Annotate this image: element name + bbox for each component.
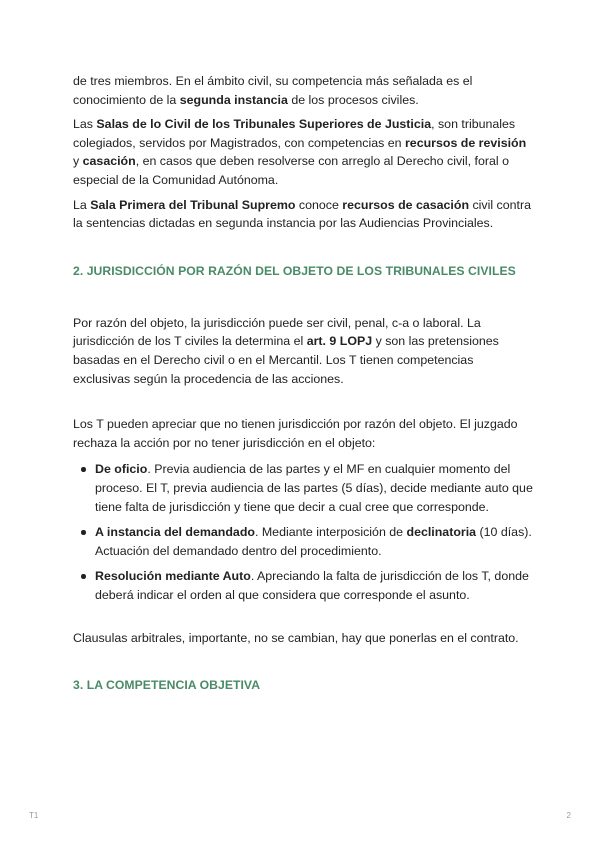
- paragraph-clausulas: Clausulas arbitrales, importante, no se cambian, hay que ponerlas en el contrato.: [73, 631, 519, 646]
- text-span: La: [73, 197, 91, 212]
- paragraph-audiencias: [73, 72, 533, 109]
- list-item: [95, 567, 533, 604]
- text-span: y son las pretensiones basadas en el Derecho civil o en el Mercantil. Los T tienen competencias exclusivas según la procedencia de las acciones.: [73, 334, 499, 386]
- text-span: civil contra la sentencias dictadas en segunda instancia por las Audiencias Provinciales.: [73, 197, 531, 231]
- footer-section-label: T1: [29, 811, 39, 820]
- document-content: [73, 72, 533, 694]
- paragraph-tribunal-supremo: [73, 196, 533, 233]
- footer-page-number: 2: [566, 811, 571, 820]
- bold-text: casación: [82, 154, 136, 169]
- text-span: , en casos que deben resolverse con arreglo al Derecho civil, foral o especial de la Comunidad Autónoma.: [73, 154, 509, 187]
- text-span: y: [73, 154, 83, 169]
- section-heading-2: 2. JURISDICCIÓN POR RAZÓN DEL OBJETO DE LOS TRIBUNALES CIVILES: [73, 263, 516, 278]
- bold-text: De oficio: [95, 462, 148, 477]
- bold-text: Sala Primera del Tribunal Supremo: [90, 197, 296, 212]
- bold-text: recursos de casación: [342, 197, 470, 212]
- text-span: . Previa audiencia de las partes y el MF en cualquier momento del proceso. El T, previa audiencia de las partes (5 días), decide mediante auto que tiene falta de jurisdicción y tiene que decir a cual cree que corresponde.: [95, 462, 533, 514]
- text-span: . Apreciando la falta de jurisdicción de los T, donde deberá indicar el orden al que considera que corresponde el asunto.: [95, 569, 529, 602]
- bold-text: Resolución mediante Auto: [95, 569, 251, 584]
- paragraph-tsj: [73, 115, 533, 189]
- text-span: . Mediante interposición de: [254, 525, 407, 540]
- bullet-list: [73, 460, 533, 604]
- list-item: [95, 523, 533, 560]
- bold-text: art. 9 LOPJ: [306, 334, 373, 349]
- text-span: (10 días). Actuación del demandado dentro del procedimiento.: [95, 525, 532, 558]
- bold-text: declinatoria: [406, 525, 477, 540]
- text-span: de tres miembros. En el ámbito civil, su competencia más señalada es el conocimiento de la: [73, 74, 473, 107]
- paragraph-apreciacion: Los T pueden apreciar que no tienen jurisdicción por razón del objeto. El juzgado rechaza la acción por no tener jurisdicción en el objeto:: [73, 417, 518, 450]
- bold-text: recursos de revisión: [404, 135, 527, 150]
- text-span: Las: [73, 117, 97, 132]
- text-span: de los procesos civiles.: [287, 92, 419, 107]
- bold-text: Salas de lo Civil de los Tribunales Superiores de Justicia: [96, 117, 432, 132]
- paragraph-razon-objeto: [73, 314, 533, 388]
- text-span: Por razón del objeto, la jurisdicción puede ser civil, penal, c-a o laboral. La jurisdicción de los T civiles la determina el: [73, 315, 481, 349]
- bold-text: A instancia del demandado: [95, 525, 255, 540]
- text-span: conoce: [295, 197, 343, 212]
- section-heading-3: 3. LA COMPETENCIA OBJETIVA: [73, 678, 261, 693]
- bold-text: segunda instancia: [179, 92, 288, 107]
- text-span: , son tribunales colegiados, servidos por Magistrados, con competencias en: [73, 117, 516, 150]
- list-item: [95, 460, 533, 516]
